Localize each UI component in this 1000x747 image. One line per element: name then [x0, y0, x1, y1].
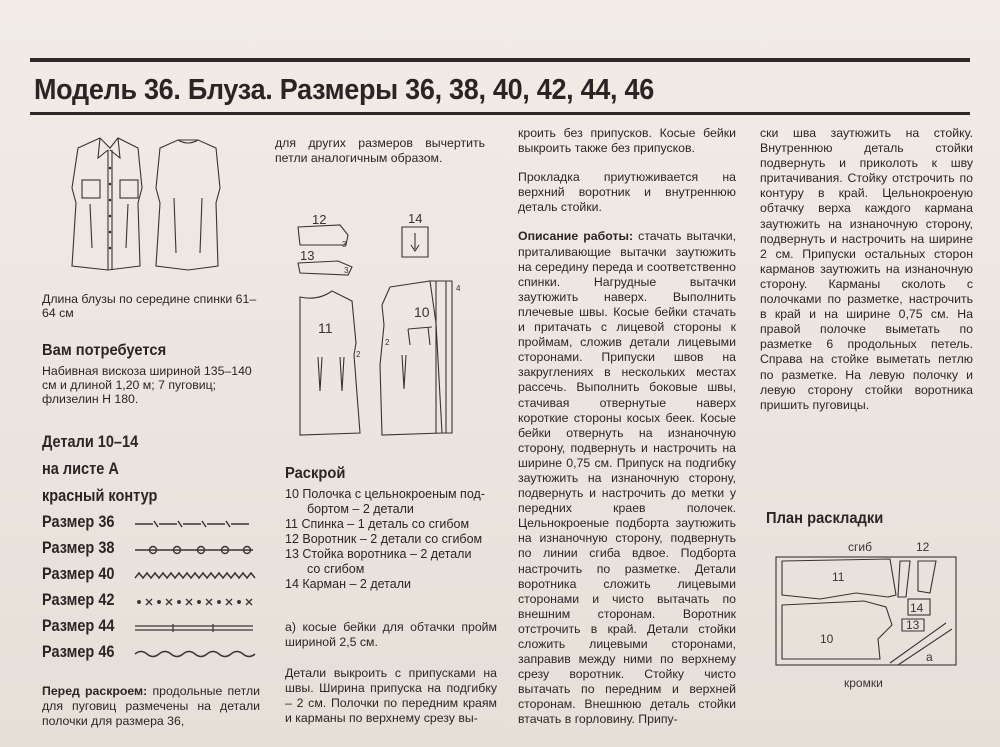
- paragraph: кроить без припусков. Косые бейки выкроить также без припусков.: [518, 126, 736, 156]
- line-double: [133, 621, 263, 635]
- work-description: [518, 229, 736, 727]
- line-crosses: [133, 595, 263, 609]
- size-label: Размер 42: [42, 591, 115, 609]
- page-title: Модель 36. Блуза. Размеры 36, 38, 40, 42, 44, 46: [34, 74, 654, 106]
- size-label: Размер 38: [42, 539, 115, 557]
- line-wave: [133, 647, 263, 661]
- list-item: 14 Карман – 2 детали: [285, 577, 411, 591]
- list-item: со сгибом: [307, 562, 365, 576]
- size-row-38: [42, 539, 272, 561]
- cutting-list: [285, 487, 485, 592]
- top-rule: [30, 58, 970, 62]
- size-row-36: [42, 513, 272, 535]
- size-label: Размер 36: [42, 513, 115, 531]
- materials-text: Набивная вискоза шириной 135–140 см и длиной 1,20 м; 7 пуговиц; флизелин Н 180.: [42, 364, 252, 406]
- details-line-3: красный контур: [42, 487, 158, 505]
- size-label: Размер 40: [42, 565, 115, 583]
- work-text: стачать вытачки, приталивающие вытачки заутюжить на середину переда и соответственно спинки. Нагрудные вытачки заутюжить наверх. Выполнить плечевые швы. Косые бейки стачать и притачать с лицевой стороны к проймам, сложив детали лицевыми сторонами. Припуски швов на закруглениях в нескольких местах рассечь. Выполнить боковые швы, стачивая отвернутые наверх короткие стороны косых беек. Косые бейки отвернуть на изнаночную сторону, подвернуть и настрочить на ширине 0,75 см. Припуск на подгибку заутюжить на изнаночную сторону, подвернуть и настрочить до метки у передних краев полочек. Цельнокроеные подборта заутюжить на изнаночную сторону, подвернуть по линии сгиба вдвое. Подборта настрочить по разметке. Детали воротника сложить лицевыми сторонами и чисто вытачать по внешним сторонам. Воротник отстрочить в край. Детали стойки сложить лицевыми сторонами, заправив между ними по верхнему срезу воротник. Стойку чисто вытачать по передним и верхней сторонам. Внешнюю деталь стойки втачать в горловину. Припу-: [518, 229, 736, 727]
- size-label: Размер 46: [42, 643, 115, 661]
- list-item: бортом – 2 детали: [307, 502, 414, 516]
- fold-label: сгиб: [848, 540, 872, 554]
- line-circles: [133, 543, 263, 557]
- pattern-pieces-diagram: [290, 205, 475, 445]
- cutting-layout-diagram: [760, 535, 975, 695]
- line-zigzag: [133, 569, 263, 583]
- blouse-length: Длина блузы по середине спинки 61–64 см: [42, 292, 257, 320]
- size-row-46: [42, 643, 272, 665]
- label-10: 10: [414, 304, 430, 320]
- mark-4: 4: [456, 284, 461, 293]
- details-line-1: Детали 10–14: [42, 433, 139, 451]
- details-line-2: на листе А: [42, 460, 119, 478]
- label-14: 14: [910, 601, 924, 615]
- label-13: 13: [906, 618, 920, 632]
- blouse-sketch: [60, 128, 230, 278]
- label-a: а: [926, 650, 933, 664]
- before-cut-lead: Перед раскроем:: [42, 684, 148, 698]
- size-label: Размер 44: [42, 617, 115, 635]
- size-row-42: [42, 591, 272, 613]
- edges-label: кромки: [844, 676, 883, 690]
- column-3: [518, 126, 736, 742]
- list-item: 13 Стойка воротника – 2 детали: [285, 547, 472, 561]
- label-13: 13: [300, 248, 315, 263]
- label-11: 11: [318, 320, 333, 336]
- list-item: 12 Воротник – 2 детали со сгибом: [285, 532, 483, 546]
- column-4: ски шва заутюжить на стойку. Внутреннюю деталь стойки подвернуть и приколоть к шву притачивания. Стойку отстрочить по контуру в край. Цельнокроеную обтачку верха каждого кармана заутюжить на изнаночную сторону, подвернуть и настрочить на ширине 2 см. Припуски остальных сторон карманов заутюжить на изнаночную сторону. Карманы сколоть с полочками по разметке, настрочить в край и на ширине 0,75 см. На правой полочке выметать по разметке 6 продольных петель. Справа на стойке выметать петлю по разметке. На левую полочку и левую сторону стойки воротника пришить пуговицы.: [760, 126, 973, 412]
- bias-note: а) косые бейки для обтачки пройм шириной 2,5 см.: [285, 620, 497, 650]
- cutting-text: Детали выкроить с припусками на швы. Ширина припуска на подгибку – 2 см. Полочки по передним краям и карманы по верхнему срезу вы-: [285, 666, 497, 726]
- size-row-44: [42, 617, 272, 639]
- list-item: 10 Полочка с цельнокроеным под-: [285, 487, 485, 501]
- materials-heading: Вам потребуется: [42, 342, 167, 359]
- before-cut-text: продольные петли для пуговиц размечены на детали полочки для размера 36,: [42, 684, 260, 729]
- size-row-40: [42, 565, 272, 587]
- mark-3: 3: [342, 240, 347, 249]
- title-underline: [30, 112, 970, 115]
- label-10: 10: [820, 632, 834, 646]
- label-12: 12: [916, 540, 930, 554]
- label-12: 12: [312, 212, 327, 227]
- paragraph: Прокладка приутюживается на верхний воротник и внутреннюю деталь стойки.: [518, 170, 736, 215]
- label-11: 11: [832, 570, 845, 584]
- cutting-heading: Раскрой: [285, 465, 346, 482]
- list-item: 11 Спинка – 1 деталь со сгибом: [285, 517, 470, 531]
- label-14: 14: [408, 211, 423, 226]
- line-dash-dot: [133, 517, 263, 531]
- before-cut: [42, 684, 260, 729]
- buttonhole-text: для других размеров вычертить петли аналогичным образом.: [275, 136, 485, 166]
- mark-2: 2: [356, 350, 361, 359]
- work-lead: Описание работы:: [518, 229, 634, 244]
- mark-3: 3: [344, 266, 349, 275]
- mark-2: 2: [385, 338, 390, 347]
- layout-heading: План раскладки: [766, 510, 884, 527]
